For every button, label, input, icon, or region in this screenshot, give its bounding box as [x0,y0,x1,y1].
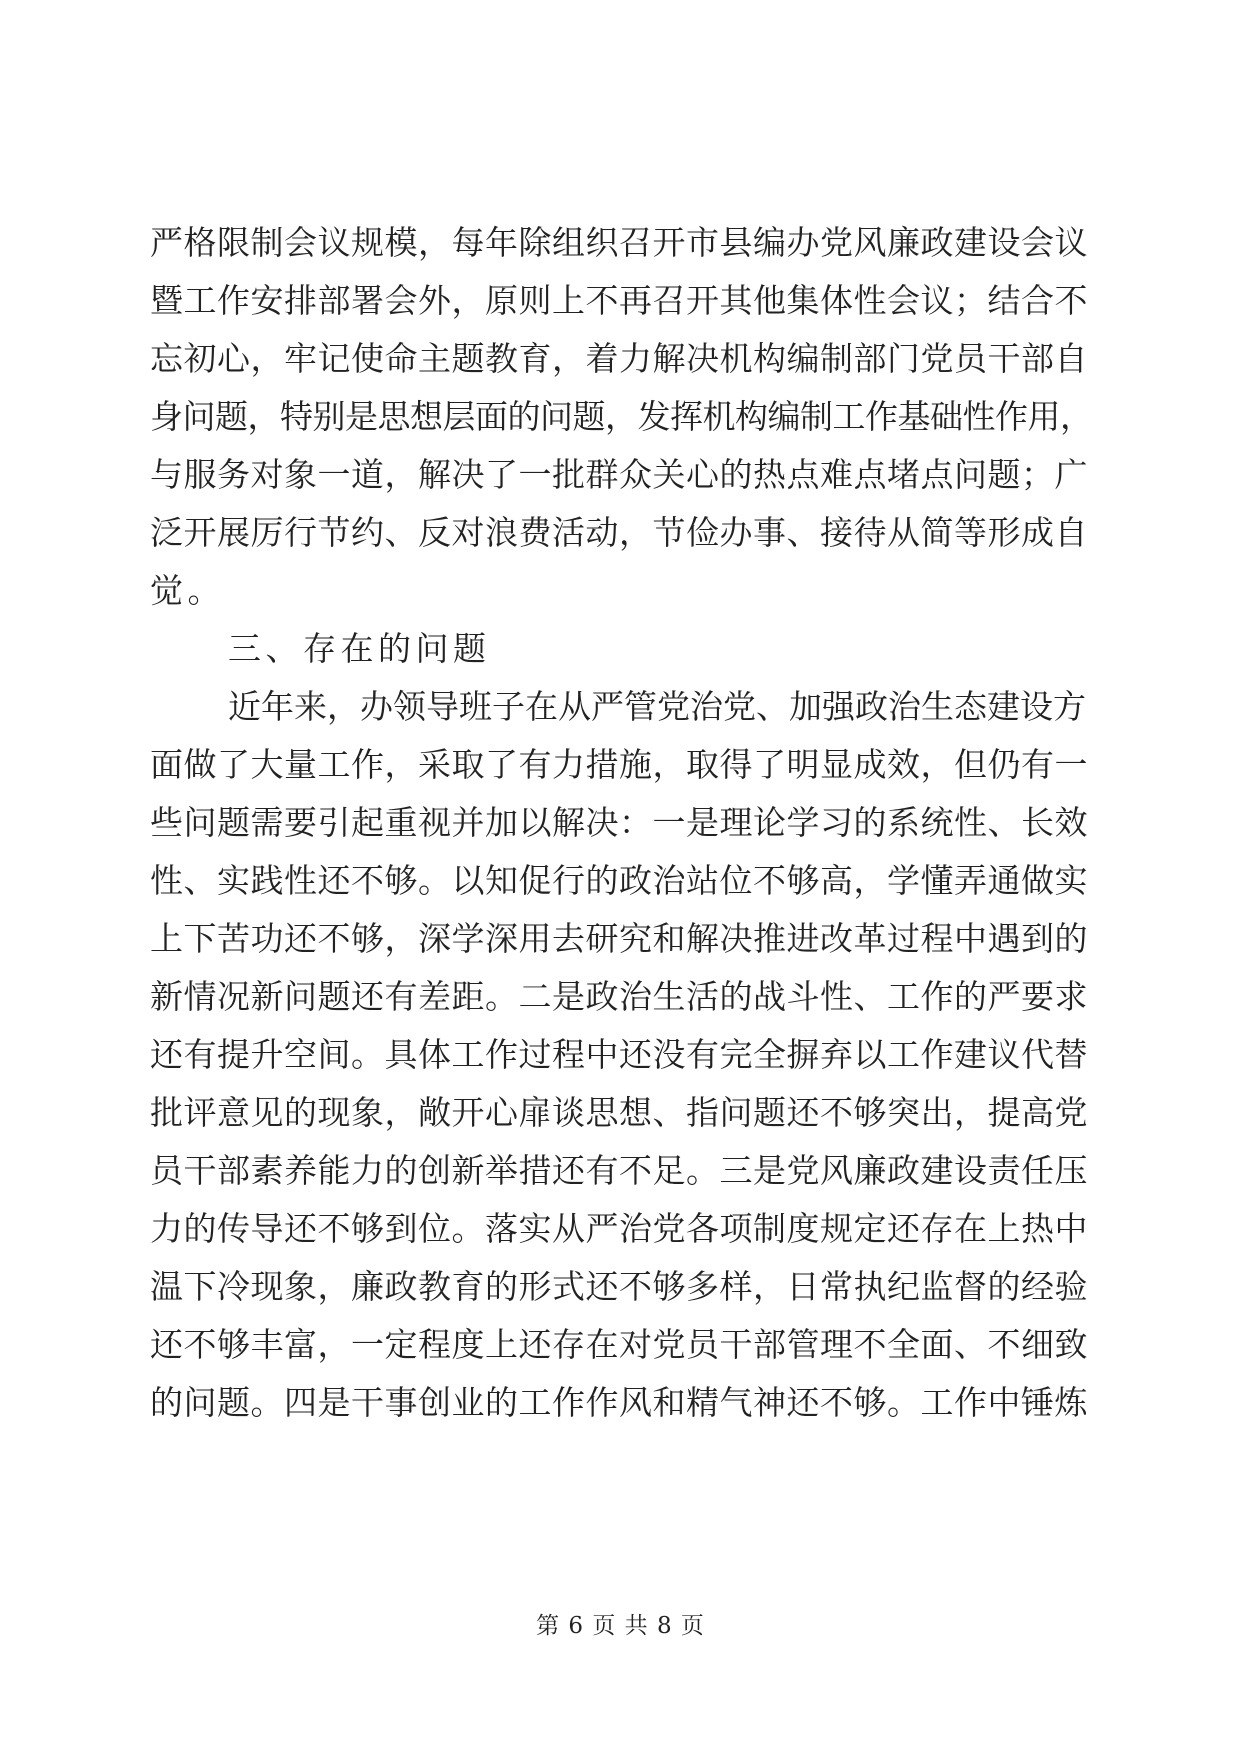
body-text-line: 性、实践性还不够。以知促行的政治站位不够高，学懂弄通做实 [150,861,1088,900]
body-text-line: 觉。 [150,571,225,610]
body-text-line: 严格限制会议规模，每年除组织召开市县编办党风廉政建设会议 [150,223,1088,262]
body-text-line: 忘初心，牢记使命主题教育，着力解决机构编制部门党员干部自 [150,339,1088,378]
body-text-line: 暨工作安排部署会外，原则上不再召开其他集体性会议；结合不 [150,281,1088,320]
body-text-line: 的问题。四是干事创业的工作作风和精气神还不够。工作中锤炼 [150,1383,1088,1422]
body-text-line: 员干部素养能力的创新举措还有不足。三是党风廉政建设责任压 [150,1151,1088,1190]
body-text-line: 近年来，办领导班子在从严管党治党、加强政治生态建设方 [228,687,1086,726]
page-number-footer: 第 6 页 共 8 页 [536,1613,705,1639]
body-text-line: 温下冷现象，廉政教育的形式还不够多样，日常执纪监督的经验 [150,1267,1088,1306]
body-text-line: 还不够丰富，一定程度上还存在对党员干部管理不全面、不细致 [150,1325,1088,1364]
body-text-line: 力的传导还不够到位。落实从严治党各项制度规定还存在上热中 [150,1209,1088,1248]
section-heading: 三、存在的问题 [228,629,491,668]
body-text-line: 还有提升空间。具体工作过程中还没有完全摒弃以工作建议代替 [150,1035,1088,1074]
body-text-line: 泛开展厉行节约、反对浪费活动，节俭办事、接待从简等形成自 [150,513,1088,552]
body-text-line: 与服务对象一道，解决了一批群众关心的热点难点堵点问题；广 [150,455,1088,494]
body-text-line: 批评意见的现象，敞开心扉谈思想、指问题还不够突出，提高党 [150,1093,1088,1132]
body-text-line: 身问题，特别是思想层面的问题，发挥机构编制工作基础性作用， [150,397,1093,436]
body-text-line: 些问题需要引起重视并加以解决：一是理论学习的系统性、长效 [150,803,1088,842]
body-text-line: 上下苦功还不够，深学深用去研究和解决推进改革过程中遇到的 [150,919,1088,958]
body-text-line: 面做了大量工作，采取了有力措施，取得了明显成效，但仍有一 [150,745,1088,784]
body-text-line: 新情况新问题还有差距。二是政治生活的战斗性、工作的严要求 [150,977,1088,1016]
